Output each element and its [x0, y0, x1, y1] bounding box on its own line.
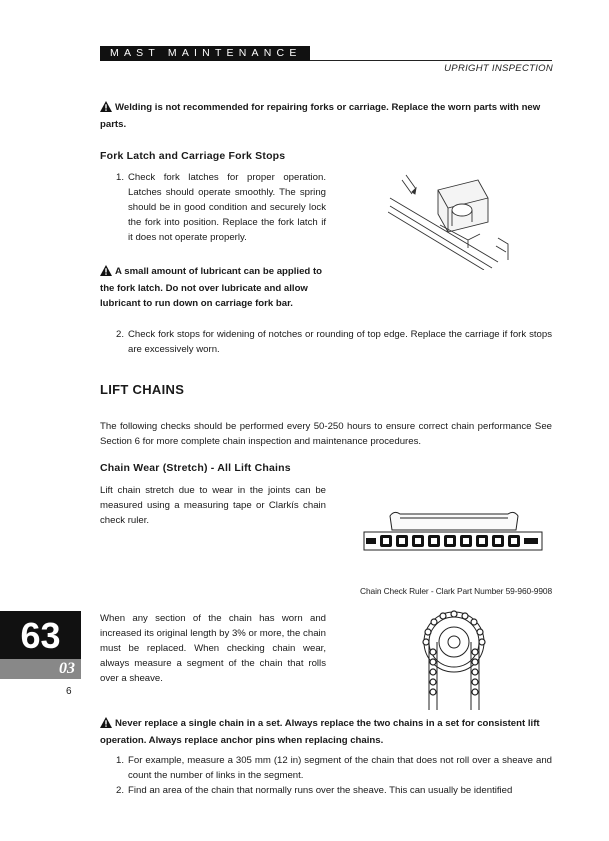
fork-latch-illustration [388, 170, 522, 270]
fork-latch-step-1 [116, 170, 326, 245]
chain-sheave-illustration [418, 606, 500, 710]
step-text: Find an area of the chain that normally runs over the sheave. This can usually be identified [128, 785, 513, 796]
warning-triangle-icon [100, 265, 112, 281]
section-header: MAST MAINTENANCE [100, 46, 310, 61]
chain-wear-heading: Chain Wear (Stretch) - All Lift Chains [100, 462, 291, 474]
warning-triangle-icon [100, 101, 112, 117]
step-text: For example, measure a 305 mm (12 in) segment of the chain that does not roll over a sheave and count the number of links in the segment. [128, 755, 552, 781]
warning-triangle-icon [100, 717, 112, 733]
chapter-number: 63 [0, 611, 81, 659]
chain-ruler-caption: Chain Check Ruler - Clark Part Number 59-960-9908 [360, 586, 552, 596]
chain-steps [116, 753, 552, 798]
step-text: Check fork latches for proper operation. Latches should operate smoothly. The spring should be in good condition and securely lock the fork into position. Replace the fork latch if it does not operate properly. [128, 172, 326, 243]
warning-block [100, 264, 326, 311]
warning-text: Welding is not recommended for repairing forks or carriage. Replace the worn parts with new parts. [100, 102, 541, 130]
chain-check-ruler-illustration [360, 508, 546, 568]
step-number: 1. [116, 755, 125, 766]
step-number: 2. [116, 329, 125, 340]
section-number: 03 [0, 659, 81, 679]
step-number: 2. [116, 785, 125, 796]
lift-chains-heading: LIFT CHAINS [100, 382, 185, 397]
warning-block [100, 100, 552, 132]
lift-chains-intro: The following checks should be performed every 50-250 hours to ensure correct chain performance See Section 6 for more complete chain inspection and maintenance procedures. [100, 421, 552, 447]
warning-text: A small amount of lubricant can be applied to the fork latch. Do not over lubricate and allow lubricant to run down on carriage fork bar. [100, 266, 323, 309]
warning-text: Never replace a single chain in a set. Always replace the two chains in a set for consistent lift operation. Always replace anchor pins when replacing chains. [100, 718, 540, 746]
chain-wear-paragraph: Lift chain stretch due to wear in the joints can be measured using a measuring tape or Clarkís chain check ruler. [100, 485, 326, 526]
fork-latch-heading: Fork Latch and Carriage Fork Stops [100, 150, 286, 162]
chain-wear-paragraph-2: When any section of the chain has worn and increased its original length by 3% or more, the chain must be replaced. When checking chain wear, always measure a segment of the chain that rolls over a sheave. [100, 613, 326, 684]
warning-block [100, 716, 552, 748]
step-text: Check fork stops for widening of notches or rounding of top edge. Replace the carriage if fork stops are excessively worn. [128, 329, 552, 355]
header-rule [310, 60, 552, 61]
subsection-header: UPRIGHT INSPECTION [444, 63, 553, 74]
fork-latch-step-2 [116, 327, 552, 357]
page-number: 6 [66, 686, 72, 697]
step-number: 1. [116, 172, 125, 183]
